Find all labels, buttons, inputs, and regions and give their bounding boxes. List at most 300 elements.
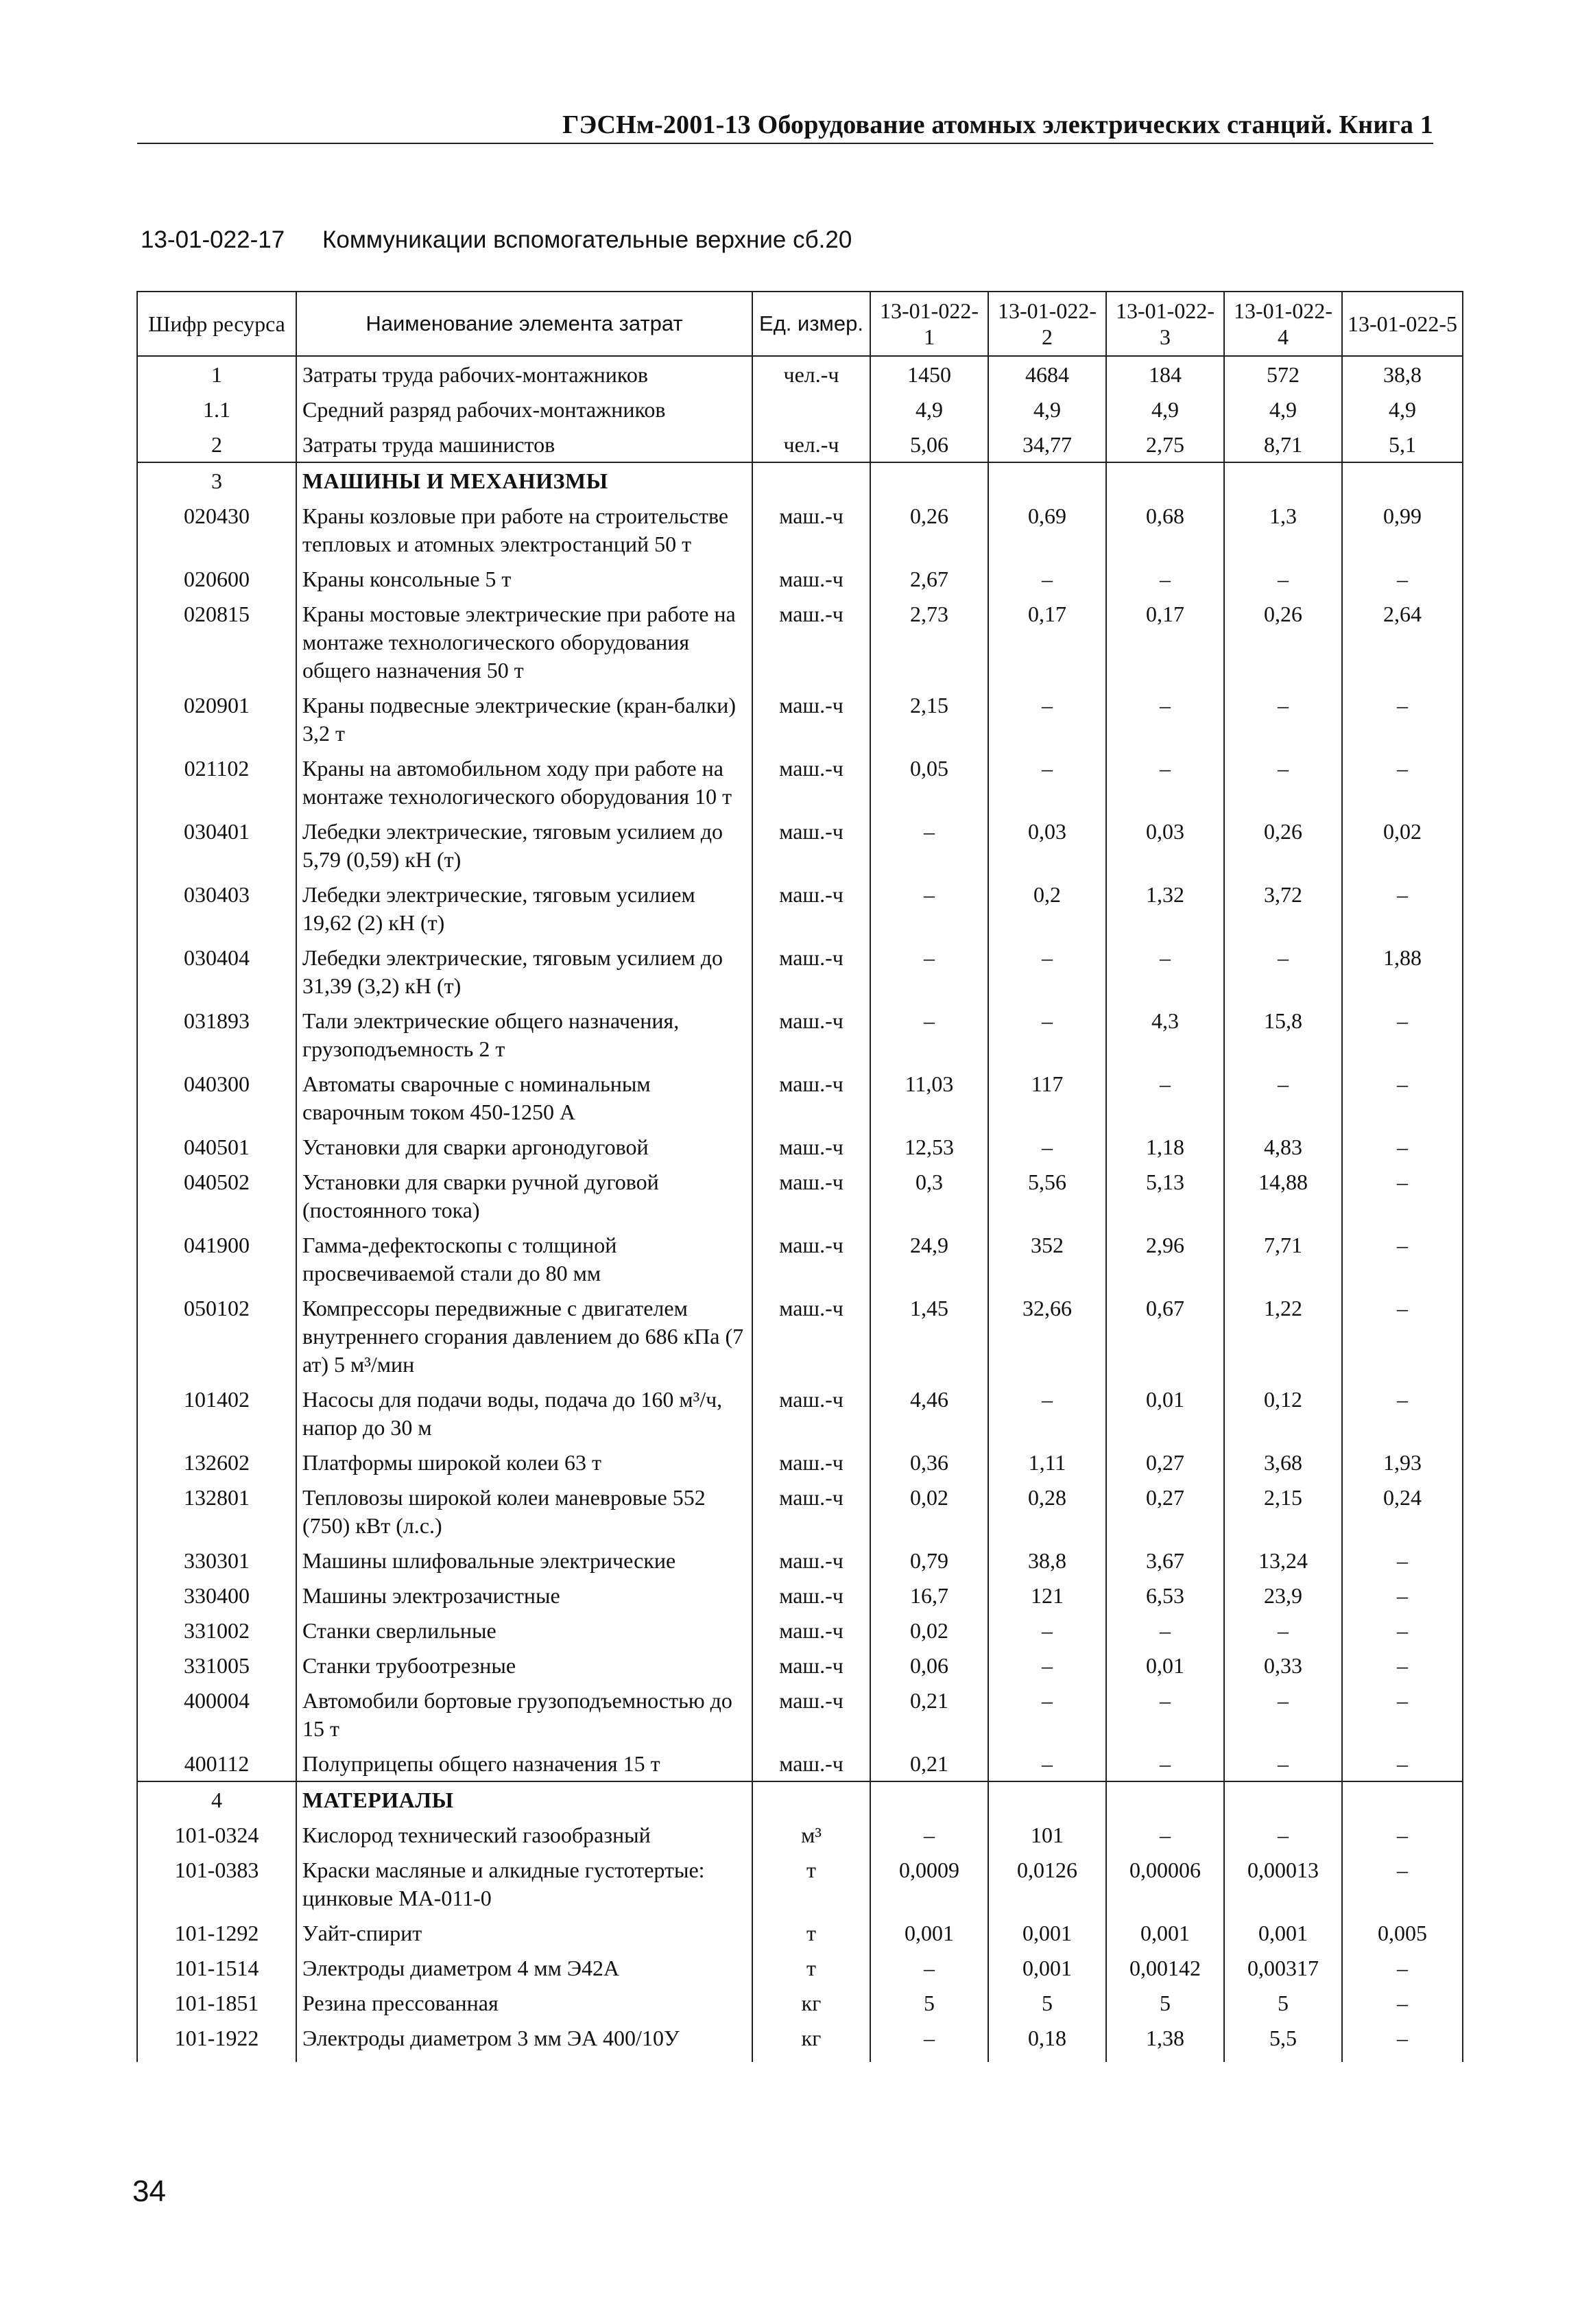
value-cell-4 — [1224, 462, 1342, 498]
table-row — [137, 596, 1463, 687]
value-cell-2: – — [988, 750, 1106, 814]
value-cell-1: 2,73 — [870, 596, 988, 687]
value-cell-4: 0,00317 — [1224, 1950, 1342, 1985]
resource-code-cell: 101-1292 — [137, 1915, 296, 1950]
value-cell-1: 0,79 — [870, 1543, 988, 1578]
value-cell-1: 12,53 — [870, 1129, 988, 1164]
value-cell-4: – — [1224, 940, 1342, 1003]
value-cell-2: – — [988, 940, 1106, 1003]
value-cell-3: 0,67 — [1106, 1290, 1224, 1382]
value-cell-1: – — [870, 2020, 988, 2062]
table-row — [137, 940, 1463, 1003]
value-cell-3: 184 — [1106, 356, 1224, 392]
unit-cell: маш.-ч — [752, 1445, 870, 1480]
resource-code-cell: 040501 — [137, 1129, 296, 1164]
table-row — [137, 1683, 1463, 1746]
value-cell-4: 0,001 — [1224, 1915, 1342, 1950]
resource-code-cell: 4 — [137, 1781, 296, 1817]
unit-cell: кг — [752, 1985, 870, 2020]
resource-name-cell: Гамма-дефектоскопы с толщиной просвечиваемой стали до 80 мм — [296, 1227, 752, 1290]
resource-name-cell: Установки для сварки ручной дуговой (постоянного тока) — [296, 1164, 752, 1227]
value-cell-3: – — [1106, 1817, 1224, 1852]
value-cell-3: 0,01 — [1106, 1648, 1224, 1683]
value-cell-5: 38,8 — [1342, 356, 1463, 392]
value-cell-3: 0,001 — [1106, 1915, 1224, 1950]
value-cell-1: – — [870, 877, 988, 940]
value-cell-2: 0,03 — [988, 814, 1106, 877]
resource-name-cell: Лебедки электрические, тяговым усилием 19,62 (2) кН (т) — [296, 877, 752, 940]
resource-code-cell: 400004 — [137, 1683, 296, 1746]
value-cell-1: 0,0009 — [870, 1852, 988, 1915]
table-row — [137, 498, 1463, 561]
value-cell-4: 4,9 — [1224, 392, 1342, 427]
value-cell-1: – — [870, 1950, 988, 1985]
value-cell-5 — [1342, 462, 1463, 498]
table-row — [137, 1915, 1463, 1950]
header-code: Шифр ресурса — [137, 292, 296, 356]
table-row — [137, 1613, 1463, 1648]
resource-code-cell: 101402 — [137, 1382, 296, 1445]
value-cell-2: 4684 — [988, 356, 1106, 392]
value-cell-5: – — [1342, 1382, 1463, 1445]
table-row — [137, 356, 1463, 392]
resource-code-cell: 2 — [137, 427, 296, 462]
resource-name-cell: Электроды диаметром 4 мм Э42А — [296, 1950, 752, 1985]
resource-code-cell: 020901 — [137, 687, 296, 750]
value-cell-4: 3,72 — [1224, 877, 1342, 940]
value-cell-3 — [1106, 1781, 1224, 1817]
value-cell-4: 1,22 — [1224, 1290, 1342, 1382]
value-cell-5: – — [1342, 1290, 1463, 1382]
resource-name-cell: Платформы широкой колеи 63 т — [296, 1445, 752, 1480]
resource-name-cell: Машины электрозачистные — [296, 1578, 752, 1613]
value-cell-2: 32,66 — [988, 1290, 1106, 1382]
value-cell-1: 1450 — [870, 356, 988, 392]
table-row — [137, 1164, 1463, 1227]
table-row — [137, 2020, 1463, 2062]
value-cell-2: – — [988, 1382, 1106, 1445]
unit-cell: маш.-ч — [752, 1066, 870, 1129]
unit-cell: маш.-ч — [752, 1543, 870, 1578]
table-header-row — [137, 292, 1463, 356]
value-cell-5: – — [1342, 1950, 1463, 1985]
value-cell-3: 1,38 — [1106, 2020, 1224, 2062]
resource-code-cell: 101-1514 — [137, 1950, 296, 1985]
value-cell-2: 4,9 — [988, 392, 1106, 427]
value-cell-4: – — [1224, 1683, 1342, 1746]
value-cell-5: – — [1342, 1817, 1463, 1852]
unit-cell: чел.-ч — [752, 356, 870, 392]
unit-cell: маш.-ч — [752, 561, 870, 596]
table-row — [137, 877, 1463, 940]
resource-name-cell: Насосы для подачи воды, подача до 160 м³/ч, напор до 30 м — [296, 1382, 752, 1445]
table-row — [137, 1985, 1463, 2020]
value-cell-4: 0,26 — [1224, 814, 1342, 877]
resource-code-cell: 331005 — [137, 1648, 296, 1683]
unit-cell: маш.-ч — [752, 498, 870, 561]
value-cell-1: 1,45 — [870, 1290, 988, 1382]
value-cell-1: 0,26 — [870, 498, 988, 561]
value-cell-2: – — [988, 1129, 1106, 1164]
value-cell-1: 0,3 — [870, 1164, 988, 1227]
section-code: 13-01-022-17 — [141, 226, 285, 253]
value-cell-2: 0,001 — [988, 1915, 1106, 1950]
value-cell-4: 0,12 — [1224, 1382, 1342, 1445]
resource-code-cell: 050102 — [137, 1290, 296, 1382]
resource-code-cell: 3 — [137, 462, 296, 498]
unit-cell: кг — [752, 2020, 870, 2062]
unit-cell: т — [752, 1950, 870, 1985]
resource-code-cell: 040300 — [137, 1066, 296, 1129]
value-cell-5: – — [1342, 877, 1463, 940]
unit-cell: маш.-ч — [752, 1578, 870, 1613]
unit-cell: маш.-ч — [752, 1164, 870, 1227]
value-cell-3 — [1106, 462, 1224, 498]
header-col-5: 13-01-022-5 — [1342, 292, 1463, 356]
resource-code-cell: 101-0383 — [137, 1852, 296, 1915]
unit-cell: маш.-ч — [752, 1613, 870, 1648]
value-cell-5: – — [1342, 1683, 1463, 1746]
value-cell-2: 1,11 — [988, 1445, 1106, 1480]
value-cell-5: – — [1342, 1164, 1463, 1227]
unit-cell: маш.-ч — [752, 1129, 870, 1164]
value-cell-2: – — [988, 1746, 1106, 1781]
table-row — [137, 1950, 1463, 1985]
value-cell-3: 5,13 — [1106, 1164, 1224, 1227]
table-row — [137, 1543, 1463, 1578]
value-cell-1: 5,06 — [870, 427, 988, 462]
header-col-2: 13-01-022-2 — [988, 292, 1106, 356]
unit-cell: чел.-ч — [752, 427, 870, 462]
value-cell-2: – — [988, 1003, 1106, 1066]
value-cell-4: 4,83 — [1224, 1129, 1342, 1164]
resource-code-cell: 1.1 — [137, 392, 296, 427]
value-cell-4: 572 — [1224, 356, 1342, 392]
value-cell-2: – — [988, 687, 1106, 750]
unit-cell: маш.-ч — [752, 1003, 870, 1066]
value-cell-2 — [988, 462, 1106, 498]
value-cell-3: – — [1106, 940, 1224, 1003]
unit-cell: маш.-ч — [752, 1746, 870, 1781]
value-cell-5: – — [1342, 1543, 1463, 1578]
value-cell-5: – — [1342, 1129, 1463, 1164]
value-cell-4: 15,8 — [1224, 1003, 1342, 1066]
value-cell-4: 13,24 — [1224, 1543, 1342, 1578]
value-cell-3: 5 — [1106, 1985, 1224, 2020]
value-cell-1: 0,02 — [870, 1480, 988, 1543]
resource-name-cell: Тали электрические общего назначения, грузоподъемность 2 т — [296, 1003, 752, 1066]
value-cell-2: 0,69 — [988, 498, 1106, 561]
value-cell-5: – — [1342, 1066, 1463, 1129]
value-cell-1: – — [870, 1817, 988, 1852]
table-section-row — [137, 462, 1463, 498]
value-cell-3: 0,27 — [1106, 1445, 1224, 1480]
table-row — [137, 1129, 1463, 1164]
unit-cell: маш.-ч — [752, 1683, 870, 1746]
value-cell-3: 0,00006 — [1106, 1852, 1224, 1915]
value-cell-5: 1,93 — [1342, 1445, 1463, 1480]
value-cell-3: 1,32 — [1106, 877, 1224, 940]
resource-code-cell: 041900 — [137, 1227, 296, 1290]
table-row — [137, 1445, 1463, 1480]
resource-name-cell: Компрессоры передвижные с двигателем внутреннего сгорания давлением до 686 кПа (7 ат) 5 м³/мин — [296, 1290, 752, 1382]
resource-name-cell: МАТЕРИАЛЫ — [296, 1781, 752, 1817]
value-cell-1: 4,9 — [870, 392, 988, 427]
value-cell-4: 8,71 — [1224, 427, 1342, 462]
unit-cell: маш.-ч — [752, 596, 870, 687]
document-header: ГЭСНм-2001-13 Оборудование атомных электрических станций. Книга 1 — [562, 110, 1433, 139]
value-cell-4: 14,88 — [1224, 1164, 1342, 1227]
resource-name-cell: Краски масляные и алкидные густотертые: цинковые МА-011-0 — [296, 1852, 752, 1915]
value-cell-2: 101 — [988, 1817, 1106, 1852]
unit-cell: маш.-ч — [752, 877, 870, 940]
resource-code-cell: 400112 — [137, 1746, 296, 1781]
resource-name-cell: Затраты труда рабочих-монтажников — [296, 356, 752, 392]
value-cell-5: – — [1342, 1613, 1463, 1648]
table-row — [137, 1290, 1463, 1382]
value-cell-1 — [870, 1781, 988, 1817]
value-cell-2: 352 — [988, 1227, 1106, 1290]
value-cell-1: – — [870, 940, 988, 1003]
resource-code-cell: 101-1922 — [137, 2020, 296, 2062]
resource-name-cell: Автомобили бортовые грузоподъемностью до 15 т — [296, 1683, 752, 1746]
value-cell-2: 38,8 — [988, 1543, 1106, 1578]
unit-cell: маш.-ч — [752, 1227, 870, 1290]
table-row — [137, 561, 1463, 596]
value-cell-2: 121 — [988, 1578, 1106, 1613]
value-cell-1: 0,06 — [870, 1648, 988, 1683]
resource-code-cell: 020430 — [137, 498, 296, 561]
header-col-3: 13-01-022-3 — [1106, 292, 1224, 356]
value-cell-2: 34,77 — [988, 427, 1106, 462]
resource-name-cell: Краны подвесные электрические (кран-балки) 3,2 т — [296, 687, 752, 750]
unit-cell: маш.-ч — [752, 814, 870, 877]
resource-name-cell: Затраты труда машинистов — [296, 427, 752, 462]
value-cell-2: – — [988, 1683, 1106, 1746]
table-row — [137, 1852, 1463, 1915]
unit-cell: маш.-ч — [752, 687, 870, 750]
table-row — [137, 1817, 1463, 1852]
header-col-4: 13-01-022-4 — [1224, 292, 1342, 356]
resource-code-cell: 101-1851 — [137, 1985, 296, 2020]
resource-code-cell: 030401 — [137, 814, 296, 877]
value-cell-4: – — [1224, 1817, 1342, 1852]
unit-cell: т — [752, 1852, 870, 1915]
table-row — [137, 1003, 1463, 1066]
resource-name-cell: Средний разряд рабочих-монтажников — [296, 392, 752, 427]
resource-code-cell: 330400 — [137, 1578, 296, 1613]
value-cell-2: – — [988, 561, 1106, 596]
resource-code-cell: 020600 — [137, 561, 296, 596]
unit-cell: маш.-ч — [752, 1382, 870, 1445]
table-row — [137, 392, 1463, 427]
table-row — [137, 1578, 1463, 1613]
header-name: Наименование элемента затрат — [296, 292, 752, 356]
value-cell-4: – — [1224, 561, 1342, 596]
value-cell-5: 4,9 — [1342, 392, 1463, 427]
value-cell-3: 4,3 — [1106, 1003, 1224, 1066]
resource-name-cell: Краны консольные 5 т — [296, 561, 752, 596]
resource-name-cell: Машины шлифовальные электрические — [296, 1543, 752, 1578]
value-cell-4: 1,3 — [1224, 498, 1342, 561]
unit-cell — [752, 1781, 870, 1817]
unit-cell: маш.-ч — [752, 1480, 870, 1543]
value-cell-5: 2,64 — [1342, 596, 1463, 687]
resource-name-cell: Кислород технический газообразный — [296, 1817, 752, 1852]
resource-name-cell: Установки для сварки аргонодуговой — [296, 1129, 752, 1164]
value-cell-4 — [1224, 1781, 1342, 1817]
resource-code-cell: 132801 — [137, 1480, 296, 1543]
value-cell-5: – — [1342, 1003, 1463, 1066]
resource-code-cell: 132602 — [137, 1445, 296, 1480]
table-row — [137, 750, 1463, 814]
value-cell-3: – — [1106, 1613, 1224, 1648]
header-unit: Ед. измер. — [752, 292, 870, 356]
unit-cell: маш.-ч — [752, 1648, 870, 1683]
resource-name-cell: Автоматы сварочные с номинальным сварочным током 450-1250 А — [296, 1066, 752, 1129]
resource-name-cell: Электроды диаметром 3 мм ЭА 400/10У — [296, 2020, 752, 2062]
value-cell-4: 5,5 — [1224, 2020, 1342, 2062]
value-cell-4: 0,33 — [1224, 1648, 1342, 1683]
resource-code-cell: 021102 — [137, 750, 296, 814]
resource-code-cell: 040502 — [137, 1164, 296, 1227]
table-row — [137, 1746, 1463, 1781]
value-cell-4: – — [1224, 1746, 1342, 1781]
value-cell-3: – — [1106, 561, 1224, 596]
value-cell-5: 0,99 — [1342, 498, 1463, 561]
value-cell-5: – — [1342, 1578, 1463, 1613]
value-cell-1: – — [870, 814, 988, 877]
page-number: 34 — [132, 2174, 166, 2208]
header-col-1: 13-01-022-1 — [870, 292, 988, 356]
table-row — [137, 1480, 1463, 1543]
resource-name-cell: Лебедки электрические, тяговым усилием до 5,79 (0,59) кН (т) — [296, 814, 752, 877]
value-cell-4: 7,71 — [1224, 1227, 1342, 1290]
table-row — [137, 1648, 1463, 1683]
value-cell-5: – — [1342, 1746, 1463, 1781]
value-cell-1: – — [870, 1003, 988, 1066]
value-cell-3: 2,75 — [1106, 427, 1224, 462]
value-cell-5: – — [1342, 1648, 1463, 1683]
value-cell-1: 0,05 — [870, 750, 988, 814]
value-cell-2: 0,0126 — [988, 1852, 1106, 1915]
unit-cell — [752, 392, 870, 427]
value-cell-1: 0,21 — [870, 1683, 988, 1746]
value-cell-5: 0,005 — [1342, 1915, 1463, 1950]
value-cell-1: 24,9 — [870, 1227, 988, 1290]
value-cell-2: 0,28 — [988, 1480, 1106, 1543]
value-cell-3: 6,53 — [1106, 1578, 1224, 1613]
value-cell-1: 0,21 — [870, 1746, 988, 1781]
section-title: Коммуникации вспомогательные верхние сб.20 — [322, 226, 852, 253]
resource-name-cell: Резина прессованная — [296, 1985, 752, 2020]
table-section-row — [137, 1781, 1463, 1817]
resource-code-cell: 020815 — [137, 596, 296, 687]
resource-code-cell: 030404 — [137, 940, 296, 1003]
value-cell-5: – — [1342, 1852, 1463, 1915]
unit-cell: м³ — [752, 1817, 870, 1852]
header-rule — [137, 143, 1433, 144]
value-cell-2: 117 — [988, 1066, 1106, 1129]
resource-name-cell: Полуприцепы общего назначения 15 т — [296, 1746, 752, 1781]
value-cell-2: – — [988, 1648, 1106, 1683]
resource-name-cell: Краны мостовые электрические при работе на монтаже технологического оборудования общего назначения 50 т — [296, 596, 752, 687]
value-cell-5: 1,88 — [1342, 940, 1463, 1003]
resource-code-cell: 1 — [137, 356, 296, 392]
value-cell-2: 5 — [988, 1985, 1106, 2020]
resource-name-cell: Станки трубоотрезные — [296, 1648, 752, 1683]
value-cell-3: – — [1106, 1066, 1224, 1129]
value-cell-1: 11,03 — [870, 1066, 988, 1129]
value-cell-4: – — [1224, 1066, 1342, 1129]
value-cell-1: 0,36 — [870, 1445, 988, 1480]
value-cell-1 — [870, 462, 988, 498]
unit-cell — [752, 462, 870, 498]
value-cell-4: – — [1224, 750, 1342, 814]
value-cell-4: 2,15 — [1224, 1480, 1342, 1543]
value-cell-2: – — [988, 1613, 1106, 1648]
resource-name-cell: Краны козловые при работе на строительстве тепловых и атомных электростанций 50 т — [296, 498, 752, 561]
value-cell-3: 0,17 — [1106, 596, 1224, 687]
value-cell-1: 16,7 — [870, 1578, 988, 1613]
value-cell-2: 0,18 — [988, 2020, 1106, 2062]
value-cell-1: 2,15 — [870, 687, 988, 750]
table-body — [137, 356, 1463, 2062]
value-cell-3: – — [1106, 687, 1224, 750]
value-cell-5: – — [1342, 1227, 1463, 1290]
resource-code-cell: 030403 — [137, 877, 296, 940]
value-cell-2: 5,56 — [988, 1164, 1106, 1227]
unit-cell: маш.-ч — [752, 940, 870, 1003]
unit-cell: маш.-ч — [752, 750, 870, 814]
value-cell-4: – — [1224, 1613, 1342, 1648]
value-cell-5: – — [1342, 2020, 1463, 2062]
value-cell-1: 5 — [870, 1985, 988, 2020]
resource-name-cell: МАШИНЫ И МЕХАНИЗМЫ — [296, 462, 752, 498]
table-row — [137, 814, 1463, 877]
resource-code-cell: 330301 — [137, 1543, 296, 1578]
value-cell-5: 0,24 — [1342, 1480, 1463, 1543]
value-cell-3: 4,9 — [1106, 392, 1224, 427]
value-cell-3: 0,68 — [1106, 498, 1224, 561]
table-row — [137, 1227, 1463, 1290]
value-cell-4: 0,00013 — [1224, 1852, 1342, 1915]
value-cell-5: – — [1342, 750, 1463, 814]
table-row — [137, 687, 1463, 750]
resource-name-cell: Краны на автомобильном ходу при работе на монтаже технологического оборудования 10 т — [296, 750, 752, 814]
value-cell-3: – — [1106, 1746, 1224, 1781]
value-cell-2: 0,001 — [988, 1950, 1106, 1985]
value-cell-1: 0,02 — [870, 1613, 988, 1648]
value-cell-4: 5 — [1224, 1985, 1342, 2020]
value-cell-3: 1,18 — [1106, 1129, 1224, 1164]
value-cell-4: 23,9 — [1224, 1578, 1342, 1613]
resource-name-cell: Станки сверлильные — [296, 1613, 752, 1648]
table-row — [137, 1066, 1463, 1129]
value-cell-3: – — [1106, 750, 1224, 814]
value-cell-3: 0,01 — [1106, 1382, 1224, 1445]
resource-code-cell: 331002 — [137, 1613, 296, 1648]
value-cell-3: 3,67 — [1106, 1543, 1224, 1578]
value-cell-4: 0,26 — [1224, 596, 1342, 687]
value-cell-5: 5,1 — [1342, 427, 1463, 462]
value-cell-3: 0,00142 — [1106, 1950, 1224, 1985]
value-cell-3: 0,03 — [1106, 814, 1224, 877]
resource-name-cell: Лебедки электрические, тяговым усилием до 31,39 (3,2) кН (т) — [296, 940, 752, 1003]
unit-cell: т — [752, 1915, 870, 1950]
value-cell-5: – — [1342, 561, 1463, 596]
value-cell-5 — [1342, 1781, 1463, 1817]
